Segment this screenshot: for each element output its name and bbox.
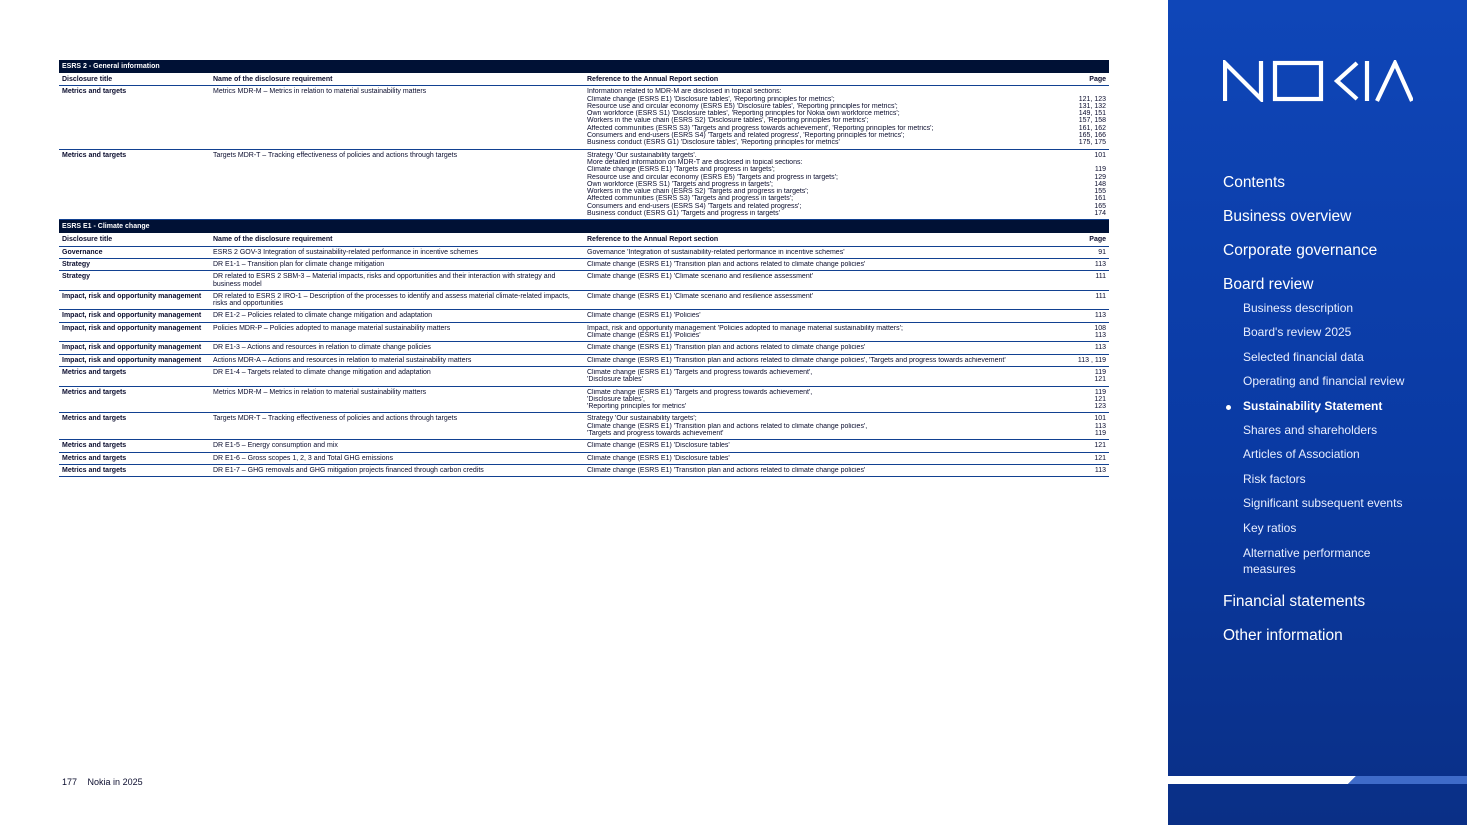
page-number-line: 129: [1094, 173, 1107, 181]
reference-line: Business conduct (ESRS G1) 'Targets and progress in targets': [587, 210, 780, 218]
disclosure-title: Strategy: [59, 258, 210, 270]
page-number-line: 121: [1094, 395, 1107, 403]
reference-line: Climate change (ESRS E1) 'Targets and progress towards achievement',: [587, 368, 813, 376]
report-reference: [584, 149, 1059, 220]
report-reference: [584, 440, 1059, 452]
disclosure-title: Strategy: [59, 271, 210, 291]
page-number-line: 121: [1094, 454, 1107, 462]
report-reference: [584, 386, 1059, 413]
report-reference: [584, 322, 1059, 342]
page-reference: [1059, 342, 1109, 354]
reference-line: Consumers and end-users (ESRS S4) 'Targets and related progress', 'Reporting principles for metrics';: [587, 132, 905, 140]
column-header-row: [59, 233, 1109, 246]
table-row: [59, 342, 1109, 354]
disclosure-requirement: DR E1-1 – Transition plan for climate change mitigation: [210, 258, 584, 270]
reference-line: 'Disclosure tables',: [587, 395, 645, 403]
reference-line: Information related to MDR-M are disclosed in topical sections:: [587, 88, 782, 96]
page-number-line: 155: [1094, 188, 1107, 196]
page-reference: [1059, 464, 1109, 476]
report-reference: [584, 271, 1059, 291]
page-reference: [1059, 386, 1109, 413]
report-reference: [584, 366, 1059, 386]
disclosure-requirement: Metrics MDR-M – Metrics in relation to material sustainability matters: [210, 86, 584, 149]
page-reference: [1059, 258, 1109, 270]
decorative-stripe: [1168, 776, 1467, 784]
page-reference: [1059, 290, 1109, 310]
disclosure-requirement: DR E1-4 – Targets related to climate change mitigation and adaptation: [210, 366, 584, 386]
reference-line: Climate change (ESRS E1) 'Climate scenario and resilience assessment': [587, 273, 813, 281]
reference-line: 'Reporting principles for metrics': [587, 403, 687, 411]
nav-articles-of-association[interactable]: Articles of Association: [1243, 447, 1360, 462]
table-row: [59, 413, 1109, 440]
column-header: Reference to the Annual Report section: [584, 73, 1059, 86]
reference-line: Business conduct (ESRS G1) 'Disclosure tables', 'Reporting principles for metrics': [587, 139, 840, 147]
disclosure-title: Metrics and targets: [59, 366, 210, 386]
report-reference: [584, 413, 1059, 440]
page-reference: [1059, 86, 1109, 149]
disclosure-requirement: DR related to ESRS 2 IRO-1 – Description of the processes to identify and assess material climate-related impacts, risks and opportunities: [210, 290, 584, 310]
page-number-line: 113: [1094, 344, 1107, 352]
reference-line: Climate change (ESRS E1) 'Transition plan and actions related to climate change policies': [587, 260, 866, 268]
page-number-line: 161: [1094, 195, 1107, 203]
board-review-submenu: [1243, 301, 1463, 577]
disclosure-title: Governance: [59, 246, 210, 258]
page-number-line: [1062, 88, 1106, 95]
page-reference: [1059, 322, 1109, 342]
reference-line: Resource use and circular economy (ESRS E5) 'Targets and progress in targets';: [587, 173, 838, 181]
document-content: [59, 60, 1109, 477]
nav-financial-statements[interactable]: Financial statements: [1223, 592, 1366, 610]
table-row: [59, 354, 1109, 366]
disclosure-title: Metrics and targets: [59, 452, 210, 464]
reference-line: Climate change (ESRS E1) 'Disclosure tables': [587, 442, 730, 450]
disclosure-title: Metrics and targets: [59, 413, 210, 440]
section-header: [59, 220, 1109, 234]
page-number-line: 91: [1098, 248, 1107, 256]
column-header-row: [59, 73, 1109, 86]
nav-business-overview[interactable]: Business overview: [1223, 208, 1352, 225]
reference-line: Affected communities (ESRS S3) 'Targets and progress towards achievement', 'Reporting principles for metrics';: [587, 124, 934, 132]
report-reference: [584, 246, 1059, 258]
disclosure-requirement: ESRS 2 GOV-3 Integration of sustainability-related performance in incentive schemes: [210, 246, 584, 258]
reference-line: Resource use and circular economy (ESRS E5) 'Disclosure tables', 'Reporting principles for metrics';: [587, 102, 898, 110]
disclosure-requirement: Targets MDR-T – Tracking effectiveness of policies and actions through targets: [210, 413, 584, 440]
page-number-line: 101: [1094, 415, 1107, 423]
table-row: [59, 322, 1109, 342]
reference-line: Workers in the value chain (ESRS S2) 'Disclosure tables', 'Reporting principles for metrics';: [587, 117, 869, 125]
reference-line: Workers in the value chain (ESRS S2) 'Targets and progress in targets';: [587, 188, 809, 196]
page-number-line: 123: [1094, 403, 1107, 411]
disclosure-requirement: DR E1-6 – Gross scopes 1, 2, 3 and Total GHG emissions: [210, 452, 584, 464]
column-header: Reference to the Annual Report section: [584, 233, 1059, 246]
page-number-line: 119: [1094, 388, 1107, 396]
disclosure-table: [59, 60, 1109, 477]
nav-corporate-governance[interactable]: Corporate governance: [1223, 242, 1378, 259]
column-header: Name of the disclosure requirement: [210, 73, 584, 86]
column-header: Page: [1059, 73, 1109, 86]
nav-boards-review-2025[interactable]: Board's review 2025: [1243, 325, 1352, 340]
page-number-line: 119: [1094, 368, 1107, 376]
page-reference: [1059, 366, 1109, 386]
disclosure-requirement: DR related to ESRS 2 SBM-3 – Material impacts, risks and opportunities and their interaction with strategy and business model: [210, 271, 584, 291]
page-number: 177: [62, 777, 78, 787]
disclosure-title: Impact, risk and opportunity management: [59, 342, 210, 354]
column-header: Disclosure title: [59, 233, 210, 246]
disclosure-title: Impact, risk and opportunity management: [59, 290, 210, 310]
section-title: ESRS 2 - General information: [59, 60, 1109, 73]
reference-line: Impact, risk and opportunity management 'Policies adopted to manage material sustainability matters';: [587, 324, 903, 332]
nokia-logo-icon: [1223, 60, 1413, 102]
report-reference: [584, 258, 1059, 270]
disclosure-title: Impact, risk and opportunity management: [59, 310, 210, 322]
reference-line: Strategy 'Our sustainability targets'.: [587, 151, 697, 159]
nav-key-ratios[interactable]: Key ratios: [1243, 520, 1297, 535]
page-number-line: 165, 166: [1078, 132, 1107, 140]
table-row: [59, 452, 1109, 464]
report-reference: [584, 464, 1059, 476]
reference-line: Own workforce (ESRS S1) 'Disclosure tables', 'Reporting principles for Nokia own workforce metrics';: [587, 110, 900, 118]
disclosure-requirement: Policies MDR-P – Policies adopted to manage material sustainability matters: [210, 322, 584, 342]
reference-line: Strategy 'Our sustainability targets';: [587, 415, 697, 423]
table-row: [59, 86, 1109, 149]
section-header: [59, 60, 1109, 73]
disclosure-requirement: DR E1-5 – Energy consumption and mix: [210, 440, 584, 452]
nav-alternative-performance-measures[interactable]: Alternative performance measures: [1243, 545, 1371, 576]
reference-line: More detailed information on MDR-T are disclosed in topical sections:: [587, 158, 803, 166]
page-reference: [1059, 271, 1109, 291]
report-reference: [584, 310, 1059, 322]
disclosure-title: Impact, risk and opportunity management: [59, 354, 210, 366]
page-reference: [1059, 354, 1109, 366]
page-number-line: 174: [1094, 210, 1107, 218]
page-number-line: 113: [1094, 332, 1107, 340]
table-row: [59, 271, 1109, 291]
page-reference: [1059, 452, 1109, 464]
page-number-line: 119: [1094, 429, 1107, 437]
table-row: [59, 246, 1109, 258]
disclosure-requirement: DR E1-7 – GHG removals and GHG mitigation projects financed through carbon credits: [210, 464, 584, 476]
page-number-line: 121: [1094, 442, 1107, 450]
nokia-logo[interactable]: [1223, 60, 1413, 107]
disclosure-requirement: Targets MDR-T – Tracking effectiveness of policies and actions through targets: [210, 149, 584, 220]
reference-line: 'Targets and progress towards achievement': [587, 429, 724, 437]
nav-significant-subsequent-events[interactable]: Significant subsequent events: [1243, 496, 1403, 511]
page-number-line: 175, 175: [1078, 139, 1107, 147]
table-row: [59, 258, 1109, 270]
column-header: Name of the disclosure requirement: [210, 233, 584, 246]
nav-business-description[interactable]: Business description: [1243, 301, 1354, 315]
page-number-line: 119: [1094, 166, 1107, 174]
page-number-line: 161, 162: [1078, 124, 1107, 132]
nav-other-information[interactable]: Other information: [1223, 626, 1343, 644]
page-number-line: 111: [1095, 273, 1107, 281]
disclosure-title: Metrics and targets: [59, 464, 210, 476]
report-reference: [584, 452, 1059, 464]
table-row: [59, 290, 1109, 310]
page-number-line: 148: [1094, 180, 1107, 188]
page-number-line: 113: [1094, 422, 1107, 430]
page-number-line: 111: [1095, 292, 1107, 300]
table-row: [59, 310, 1109, 322]
page-reference: [1059, 310, 1109, 322]
nav-contents[interactable]: Contents: [1223, 174, 1286, 191]
disclosure-title: Metrics and targets: [59, 386, 210, 413]
disclosure-title: Metrics and targets: [59, 149, 210, 220]
reference-line: Climate change (ESRS E1) 'Transition plan and actions related to climate change policies', 'Targets and progress towards achievement': [587, 356, 1006, 364]
nav-board-review[interactable]: Board review: [1223, 276, 1314, 293]
table-row: [59, 464, 1109, 476]
page-reference: [1059, 149, 1109, 220]
page-number-line: 113: [1094, 260, 1107, 268]
disclosure-title: Metrics and targets: [59, 440, 210, 452]
report-reference: [584, 354, 1059, 366]
page-number-line: 121: [1094, 376, 1107, 384]
disclosure-title: Impact, risk and opportunity management: [59, 322, 210, 342]
page-number-line: 149, 151: [1078, 110, 1107, 118]
nav-risk-factors[interactable]: Risk factors: [1243, 471, 1306, 486]
disclosure-requirement: DR E1-3 – Actions and resources in relation to climate change policies: [210, 342, 584, 354]
page-number-line: 108: [1094, 324, 1107, 332]
reference-line: Climate change (ESRS E1) 'Policies': [587, 332, 701, 340]
reference-line: Climate change (ESRS E1) 'Transition plan and actions related to climate change policies',: [587, 422, 868, 430]
nav-shares-shareholders[interactable]: Shares and shareholders: [1243, 422, 1378, 437]
section-title: ESRS E1 - Climate change: [59, 220, 1109, 234]
column-header: Disclosure title: [59, 73, 210, 86]
page-number-line: 113: [1094, 312, 1107, 320]
table-row: [59, 149, 1109, 220]
page-number-line: 113: [1094, 466, 1107, 474]
page-number-line: 165: [1094, 202, 1107, 210]
sidebar-navigation: [1168, 0, 1467, 825]
table-row: [59, 386, 1109, 413]
reference-line: Climate change (ESRS E1) 'Disclosure tables', 'Reporting principles for metrics';: [587, 95, 835, 103]
disclosure-requirement: Metrics MDR-M – Metrics in relation to material sustainability matters: [210, 386, 584, 413]
reference-line: Consumers and end-users (ESRS S4) 'Targets and related progress';: [587, 202, 802, 210]
disclosure-title: Metrics and targets: [59, 86, 210, 149]
table-row: [59, 366, 1109, 386]
reference-line: Climate change (ESRS E1) 'Targets and progress in targets';: [587, 166, 775, 174]
page-reference: [1059, 440, 1109, 452]
page-number-line: 131, 132: [1078, 102, 1107, 110]
nav-operating-financial-review[interactable]: Operating and financial review: [1243, 374, 1405, 389]
reference-line: Climate change (ESRS E1) 'Climate scenario and resilience assessment': [587, 292, 813, 300]
reference-line: Affected communities (ESRS S3) 'Targets and progress in targets';: [587, 195, 794, 203]
reference-line: Climate change (ESRS E1) 'Transition plan and actions related to climate change policies': [587, 466, 866, 474]
report-reference: [584, 342, 1059, 354]
report-reference: [584, 290, 1059, 310]
report-reference: [584, 86, 1059, 149]
reference-line: Climate change (ESRS E1) 'Policies': [587, 312, 701, 320]
page-number-line: 121, 123: [1078, 95, 1107, 103]
reference-line: Own workforce (ESRS S1) 'Targets and progress in targets';: [587, 180, 773, 188]
page-footer: [62, 777, 151, 787]
page-number-line: 157, 158: [1078, 117, 1107, 125]
page-number-line: [1062, 159, 1106, 166]
sidebar-menu: [1223, 174, 1463, 661]
disclosure-requirement: Actions MDR-A – Actions and resources in relation to material sustainability matters: [210, 354, 584, 366]
reference-line: Climate change (ESRS E1) 'Disclosure tables': [587, 454, 730, 462]
page-number-line: 113 , 119: [1077, 356, 1107, 364]
nav-selected-financial-data[interactable]: Selected financial data: [1243, 349, 1364, 364]
reference-line: 'Disclosure tables': [587, 376, 643, 384]
reference-line: Governance 'Integration of sustainability-related performance in incentive schemes': [587, 248, 845, 256]
document-title: Nokia in 2025: [87, 777, 143, 787]
page-reference: [1059, 246, 1109, 258]
column-header: Page: [1059, 233, 1109, 246]
nav-sustainability-statement[interactable]: Sustainability Statement: [1243, 399, 1463, 414]
page-reference: [1059, 413, 1109, 440]
reference-line: Climate change (ESRS E1) 'Transition plan and actions related to climate change policies': [587, 344, 866, 352]
table-row: [59, 440, 1109, 452]
disclosure-requirement: DR E1-2 – Policies related to climate change mitigation and adaptation: [210, 310, 584, 322]
page-number-line: 101: [1094, 151, 1107, 159]
reference-line: Climate change (ESRS E1) 'Targets and progress towards achievement',: [587, 388, 813, 396]
